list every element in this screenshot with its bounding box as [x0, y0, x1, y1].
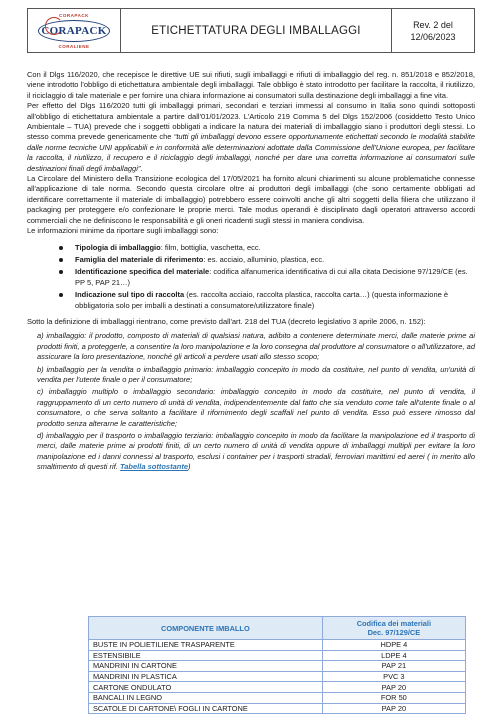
revision-date: 12/06/2023 — [410, 31, 456, 42]
definition-d-text: d) imballaggio per il trasporto o imballaggio terziario: imballaggio concepito in modo da facilitare la manipolazione ed il trasporto di merci, dalle materie prime ai prodotti finiti, di un certo numero di unità di vendita oppure di imballaggi multipli per evitare la loro manipolazione ed i danni connessi al trasporto, esclusi i container per i trasporti stradali, ferroviari marittimi ed aerei ( in merito allo smaltimento di questi rif. — [37, 431, 475, 472]
intro-paragraph-4: Le informazioni minime da riportare sugli imballaggi sono: — [27, 226, 219, 236]
table-row — [89, 682, 466, 693]
table-row — [89, 640, 466, 651]
code-cell: PAP 21 — [322, 661, 465, 672]
intro-p2-end: . — [140, 163, 143, 173]
definition-d — [37, 431, 475, 473]
intro-p2-quote: “tutti gli imballaggi devono essere opportunamente etichettati secondo le modalità stabilite dalle norme tecniche UNI applicabili e in conformità alle determinazioni adottate dalla Commissione dell'Unione europea, per facilitare la raccolta, il riutilizzo, il recupero e il riciclaggio degli imballaggi, nonché per dare una corretta informazione ai consumatori sulle destinazioni finali degli imballaggi” — [27, 132, 475, 173]
definition-b: b) imballaggio per la vendita o imballaggio primario: imballaggio concepito in modo da costituire, nel punto di vendita, un'unità di vendita per l'utente finale o per il consumatore; — [37, 364, 475, 384]
list-item-text: : film, bottiglia, vaschetta, ecc. — [160, 242, 261, 252]
requirements-list — [27, 243, 475, 311]
logo-emblem — [38, 20, 110, 42]
component-cell: BUSTE IN POLIETILIENE TRASPARENTE — [89, 640, 323, 651]
list-item-text: : codifica alfanumerica identificativa di cui alla citata Decisione 97/129/CE (es. PP 5, PAP 21…) — [75, 267, 468, 287]
table-row — [89, 650, 466, 661]
component-cell: ESTENSIBILE — [89, 650, 323, 661]
materials-table — [88, 616, 466, 714]
intro-paragraph-1: Con il Dlgs 116/2020, che recepisce le direttive UE sui rifiuti, sugli imballaggi e rifiuti di imballaggio del reg. n. 851/2018 e 852/2018, viene introdotto l'obbligo di etichettatura ambientale degli imballaggi. Tale obbligo è stato introdotto per facilitare la raccolta, il riutilizzo, il riciclaggio di tale materiale e per fornire una chiara informazione ai consumatori sulla destinazione degli imballaggi a fine vita. — [27, 70, 475, 100]
tua-intro: Sotto la definizione di imballaggi rientrano, come previsto dall'art. 218 del TUA (decreto legislativo 3 aprile 2006, n. 152): — [27, 316, 426, 326]
revision-number: Rev. 2 del — [413, 19, 453, 30]
column-header-code-line2: Dec. 97/129/CE — [367, 628, 421, 637]
definition-d-end: ) — [188, 462, 191, 472]
component-cell: MANDRINI IN PLASTICA — [89, 671, 323, 682]
code-cell: PVC 3 — [322, 671, 465, 682]
list-item — [71, 290, 475, 311]
intro-paragraph-2 — [27, 101, 475, 174]
table-header-row — [89, 617, 466, 640]
revision-box — [392, 9, 474, 52]
list-item-label: Tipologia di imballaggio — [75, 242, 161, 252]
component-cell: BANCALI IN LEGNO — [89, 692, 323, 703]
definitions-list — [27, 331, 475, 472]
list-item — [71, 243, 475, 253]
logo-top-text: CORAPACK — [59, 13, 89, 18]
table-row — [89, 703, 466, 714]
intro-p2-text: Per effetto del Dlgs 116/2020 tutti gli imballaggi primari, secondari e terziari immessi al consumo in Italia sono quindi sottoposti all'obbligo di etichettatura ambientale a partire dall'01/01/2023. L'Articolo 219 Comma 5 del Dlgs 152/2006 (cosiddetto Testo Unico Ambientale – TUA) prevede che i soggetti obbligati a indicare la natura dei materiali di imballaggio siano i produttori degli stessi. Lo stesso comma prevede genericamente che — [27, 101, 475, 142]
document-body — [27, 70, 475, 475]
list-item-label: Identificazione specifica del materiale — [75, 267, 210, 277]
table-row — [89, 671, 466, 682]
column-header-component: COMPONENTE IMBALLO — [89, 617, 323, 640]
component-cell: SCATOLE DI CARTONE\ FOGLI IN CARTONE — [89, 703, 323, 714]
code-cell: PAP 20 — [322, 703, 465, 714]
table-row — [89, 661, 466, 672]
table-reference-link[interactable]: Tabella sottostante — [119, 462, 189, 472]
code-cell: PAP 20 — [322, 682, 465, 693]
list-item-label: Famiglia del materiale di riferimento — [75, 254, 204, 264]
logo-bottom-text: CORALIENE — [58, 44, 90, 49]
document-title: ETICHETTATURA DEGLI IMBALLAGGI — [121, 9, 392, 52]
list-item-text: : es. acciaio, alluminio, plastica, ecc. — [203, 254, 325, 264]
list-item-label: Indicazione sul tipo di raccolta — [75, 290, 185, 300]
component-cell: MANDRINI IN CARTONE — [89, 661, 323, 672]
list-item — [71, 267, 475, 288]
definition-c: c) imballaggio multiplo o imballaggio secondario: imballaggio concepito in modo da costituire, nel punto di vendita, il raggruppamento di un certo numero di unità di vendita, indipendentemente dal fatto che sia venduto come tale all'utente finale o al consumatore, o che serva soltanto a facilitare il rifornimento degli scaffali nel punto di vendita. Esso può essere rimosso dal prodotto senza alterarne le caratteristiche; — [37, 387, 475, 428]
logo-name: CORAPACK — [41, 25, 107, 37]
column-header-code-line1: Codifica dei materiali — [356, 619, 432, 628]
list-item-text: (es. raccolta acciaio, raccolta plastica, raccolta carta…) (questa informazione è obbligatoria solo per imballi a destinati a consumatore/utilizzatore finale) — [75, 290, 449, 310]
document-header — [27, 8, 475, 53]
company-logo — [28, 9, 121, 52]
column-header-code — [322, 617, 465, 640]
component-cell: CARTONE ONDULATO — [89, 682, 323, 693]
code-cell: HDPE 4 — [322, 640, 465, 651]
definition-a: a) imballaggio: il prodotto, composto di materiali di qualsiasi natura, adibito a contenere determinate merci, dalle materie prime ai prodotti finiti, a proteggerle, a consentire la loro manipolazione e la loro consegna dal produttore al consumatore o all'utilizzatore, ad assicurare la loro presentazione, nonché gli articoli a perdere usati allo stesso scopo; — [37, 331, 475, 362]
intro-paragraph-3: La Circolare del Ministero della Transizione ecologica del 17/05/2021 ha fornito alcuni chiarimenti su alcune problematiche connesse all'applicazione di tale norma. Secondo questa circolare oltre ai produttori degli imballaggi (che sono certamente obbligati ad identificare correttamente il materiale di imballaggio) potrebbero essere coinvolti anche gli altri soggetti della filiera che utilizzano il packaging per proteggere e/o confezionare le proprie merci. Tale modus operandi è disciplinato dagli operatori attraverso accordi commerciali che ne definiscono le responsabilità e gli oneri ricadenti sugli stessi in maniera condivisa. — [27, 174, 475, 225]
code-cell: FOR 50 — [322, 692, 465, 703]
table-row — [89, 692, 466, 703]
list-item — [71, 255, 475, 265]
code-cell: LDPE 4 — [322, 650, 465, 661]
